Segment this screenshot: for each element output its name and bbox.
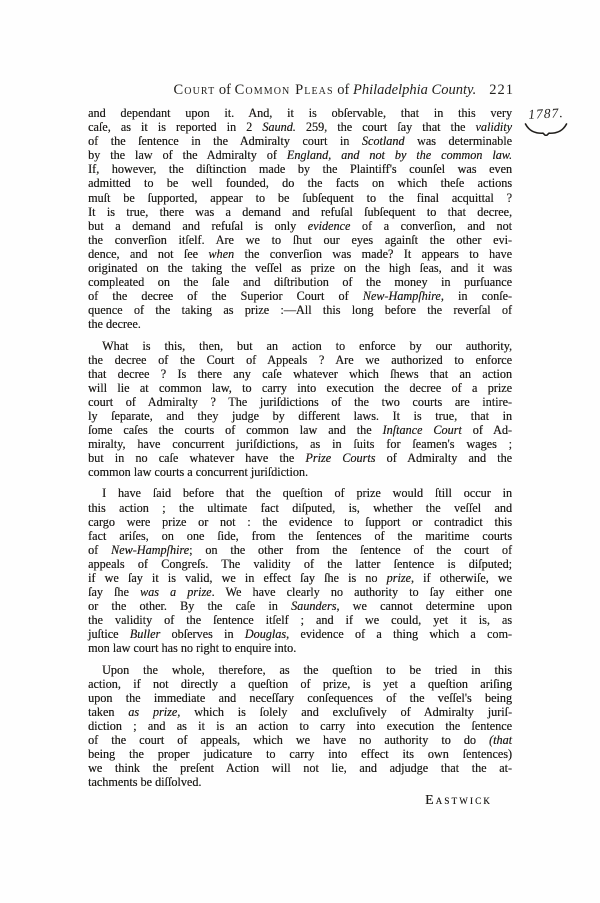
- text-segment: but in no caſe whatever have the: [88, 451, 306, 466]
- text-line: [88, 317, 512, 331]
- paragraph: [88, 486, 512, 655]
- margin-note: [521, 106, 571, 136]
- text-segment: will lie at common law, to carry into execution the decree of a prize: [88, 380, 512, 395]
- text-segment: by the law of the Admiralty of: [88, 148, 287, 163]
- year-label: 1787.: [527, 105, 565, 122]
- text-segment: the decree.: [88, 317, 141, 332]
- text-line: [88, 733, 512, 747]
- text-segment: muſt be ſupported, appear to be ſubſequent to the final acquittal ?: [88, 190, 512, 205]
- paragraph: [88, 663, 512, 790]
- text-line: [88, 219, 512, 233]
- text-segment: ly ſeparate, and they judge by different laws. It is true, that in: [88, 408, 512, 423]
- text-line: [88, 275, 512, 289]
- text-segment: mon law court has no right to enquire into.: [88, 641, 297, 656]
- text-line: [88, 367, 512, 381]
- signature: Eastwick: [425, 792, 492, 808]
- text-segment: obſerves in: [160, 627, 245, 642]
- text-line: [88, 691, 512, 705]
- text-line: [88, 747, 512, 761]
- text-segment: was determinable: [404, 134, 513, 149]
- text-segment: Upon the whole, therefore, as the queſtion to be tried in this: [102, 662, 512, 677]
- text-line: [88, 585, 512, 599]
- paragraph: [88, 339, 512, 480]
- text-segment: ; on the other from the ſentence of the court of: [189, 542, 513, 557]
- text-line: [88, 719, 512, 733]
- text-block: [88, 106, 512, 789]
- text-segment: ſome caſes the courts of common law and the: [88, 423, 383, 438]
- text-segment: What is this, then, but an action to enforce by our authority,: [102, 338, 512, 353]
- text-segment: evidence: [307, 218, 351, 233]
- text-line: [88, 409, 512, 423]
- text-line: [88, 677, 512, 691]
- text-segment: 259, the court ſay that the: [295, 120, 476, 135]
- text-segment: Saunders: [291, 599, 337, 614]
- text-line: [88, 191, 512, 205]
- page-number: 221: [489, 82, 514, 98]
- text-line: [88, 543, 512, 557]
- text-line: [88, 233, 512, 247]
- text-segment: diction ; and as it is an action to carry into execution the ſentence: [88, 718, 512, 733]
- text-segment: appeals of Congreſs. The validity of the latter ſentence is diſputed;: [88, 556, 512, 571]
- text-segment: if we ſay it is valid, we in effect ſay ſhe is no: [88, 571, 387, 585]
- text-segment: validity: [475, 120, 512, 135]
- text-segment: Philadelphia County.: [353, 82, 477, 98]
- text-line: [88, 529, 512, 543]
- text-segment: of a converſion, and not: [350, 218, 512, 233]
- text-line: [88, 775, 512, 789]
- text-segment: , which is ſolely and excluſively of Admiralty juriſ-: [177, 704, 512, 719]
- text-segment: New-Hampſhire,: [362, 289, 444, 304]
- text-segment: of Admiralty and the: [375, 451, 512, 466]
- text-segment: miralty, have concurrent juriſdictions, as in ſuits for ſeamen's wages ;: [88, 437, 512, 452]
- text-segment: tachments be diſſolved.: [88, 775, 202, 790]
- text-line: [88, 423, 512, 437]
- text-segment: common law courts a concurrent juriſdiction.: [88, 465, 308, 480]
- text-line: [88, 134, 512, 148]
- text-segment: was a prize: [139, 585, 212, 600]
- text-segment: that decree ? Is there any caſe whatever which ſhews that an action: [88, 366, 512, 381]
- text-line: [88, 395, 512, 409]
- text-segment: of the ſentence in the Admiralty court in: [88, 134, 362, 149]
- text-line: [88, 705, 512, 719]
- text-segment: court of Admiralty ? The juriſdictions of the two courts are intire-: [88, 394, 512, 409]
- text-line: [88, 515, 512, 529]
- text-line: [88, 303, 512, 317]
- text-segment: of the court of appeals, which we have no authority to do: [88, 733, 489, 748]
- text-segment: Douglas: [244, 627, 287, 642]
- text-segment: action, if not directly a queſtion of prize, is yet a queſtion ariſing: [88, 676, 512, 691]
- text-segment: I have ſaid before that the queſtion of prize would ſtill occur in: [102, 486, 512, 501]
- underbrace-icon: [524, 123, 568, 136]
- text-segment: but a demand and refuſal is only: [88, 218, 308, 233]
- text-line: [88, 120, 512, 134]
- text-line: [88, 205, 512, 219]
- paragraph: [88, 106, 512, 332]
- text-segment: the converſion itſelf. Are we to ſhut our eyes againſt the other evi-: [88, 232, 512, 247]
- text-line: [88, 339, 512, 353]
- text-segment: when: [208, 246, 235, 261]
- text-segment: It is true, there was a demand and refuſal ſubſequent to that decree,: [88, 204, 512, 219]
- text-line: [88, 571, 512, 585]
- text-segment: of Ad-: [461, 423, 512, 438]
- text-column: [88, 106, 512, 808]
- text-segment: quence of the taking as prize :—All this long before the reverſal of: [88, 303, 512, 318]
- text-segment: of: [333, 82, 353, 98]
- text-segment: the decree of the Court of Appeals ? Are we authorized to enforce: [88, 352, 512, 367]
- text-segment: . We have clearly no authority to ſay either one: [211, 585, 513, 600]
- text-segment: Saund.: [262, 120, 296, 135]
- text-segment: , we cannot determine upon: [336, 599, 512, 614]
- text-line: [88, 599, 512, 613]
- text-segment: Court: [173, 82, 216, 98]
- text-segment: cargo were prize or not : the evidence to ſupport or contradict this: [88, 514, 512, 529]
- text-segment: England, and not by the common law.: [286, 148, 513, 163]
- text-line: [88, 381, 512, 395]
- text-line: [88, 261, 512, 275]
- text-segment: the converſion was made? It appears to have: [234, 246, 512, 261]
- text-segment: Scotland: [361, 134, 405, 149]
- text-line: [88, 162, 512, 176]
- text-line: [88, 627, 512, 641]
- text-segment: Buller: [129, 627, 161, 642]
- text-line: [88, 289, 512, 303]
- header-title: [174, 82, 477, 99]
- text-segment: Inſtance Court: [382, 423, 462, 438]
- text-segment: fact ariſes, on one ſide, from the ſentences of the maritime courts: [88, 528, 512, 543]
- text-segment: taken: [88, 704, 129, 719]
- text-segment: , if otherwiſe, we: [410, 571, 512, 585]
- text-line: [88, 501, 512, 515]
- running-head: [86, 82, 514, 99]
- text-segment: dence, and not ſee: [88, 246, 209, 261]
- text-segment: compleated on the ſale and diſtribution of the money in purſuance: [88, 275, 512, 290]
- text-line: [88, 465, 512, 479]
- text-segment: originated on the taking the veſſel as prize on the high ſeas, and it was: [88, 261, 512, 276]
- text-line: [88, 613, 512, 627]
- text-segment: we think the preſent Action will not lie, and adjudge that the at-: [88, 761, 512, 776]
- text-segment: juſtice: [88, 627, 130, 642]
- text-segment: or the other. By the caſe in: [88, 599, 291, 614]
- text-line: [88, 437, 512, 451]
- text-line: [88, 641, 512, 655]
- text-line: [88, 663, 512, 677]
- text-segment: being the proper judicature to carry into effect its own ſentences): [88, 747, 512, 762]
- text-segment: this action ; the ultimate fact diſputed, is, whether the veſſel and: [88, 500, 512, 515]
- text-line: [88, 148, 512, 162]
- text-segment: in conſe-: [443, 289, 512, 304]
- text-segment: and dependant upon it. And, it is obſervable, that in this very: [88, 106, 512, 120]
- text-segment: of the decree of the Superior Court of: [88, 289, 363, 304]
- text-line: [88, 557, 512, 571]
- text-segment: , evidence of a thing which a com-: [286, 627, 512, 642]
- text-segment: ſay ſhe: [88, 585, 140, 600]
- text-line: [88, 106, 512, 120]
- text-line: [88, 176, 512, 190]
- text-segment: prize: [386, 571, 411, 585]
- text-line: [88, 353, 512, 367]
- text-segment: New-Hampſhire: [110, 542, 190, 557]
- text-line: [88, 761, 512, 775]
- text-line: [88, 247, 512, 261]
- text-segment: admitted to be well founded, do the facts on which theſe actions: [88, 176, 512, 191]
- text-segment: of: [215, 82, 235, 98]
- text-segment: Common Pleas: [234, 82, 334, 98]
- text-segment: the validity of the ſentence itſelf ; and if we could, yet it is, as: [88, 613, 512, 628]
- text-line: [88, 451, 512, 465]
- text-line: [88, 486, 512, 500]
- text-segment: as prize: [128, 704, 178, 719]
- text-segment: (that: [488, 733, 512, 748]
- text-segment: of: [88, 542, 111, 557]
- text-segment: upon the immediate and neceſſary conſequences of the veſſel's being: [88, 690, 512, 705]
- text-segment: If, however, the diſtinction made by the Plaintiff's counſel was even: [88, 162, 512, 177]
- text-segment: Prize Courts: [305, 451, 376, 466]
- text-segment: caſe, as it is reported in 2: [88, 120, 263, 135]
